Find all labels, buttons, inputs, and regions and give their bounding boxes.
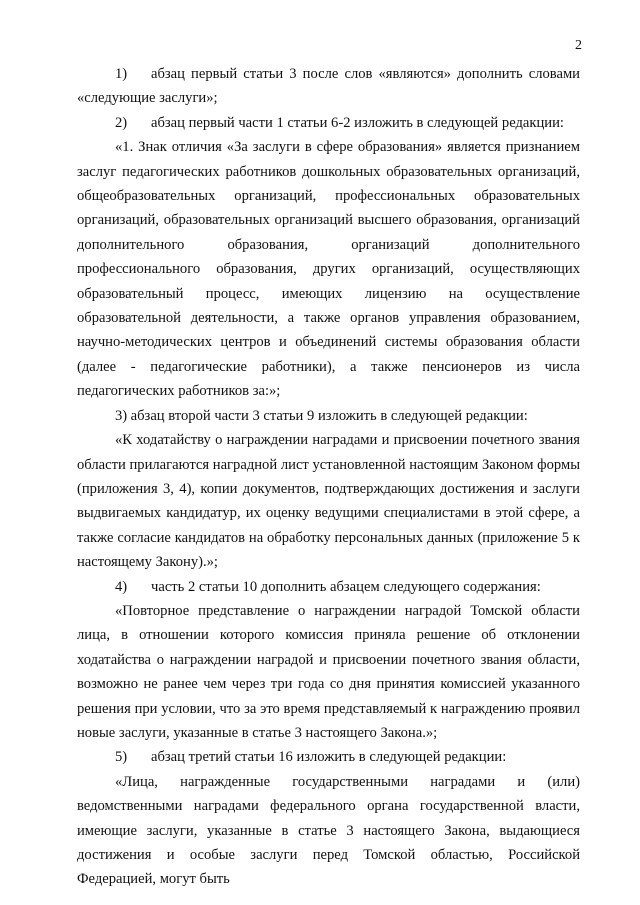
paragraph-quote-1 — [77, 135, 580, 403]
paragraph-text: часть 2 статьи 10 дополнить абзацем следующего содержания: — [151, 578, 541, 595]
item-number: 4) — [115, 578, 128, 595]
document-body — [77, 62, 580, 892]
paragraph-quote-3 — [77, 599, 580, 745]
paragraph-item-5 — [77, 745, 580, 769]
item-number: 3) — [115, 407, 128, 424]
page-number: 2 — [575, 38, 582, 53]
paragraph-text: абзац третий статьи 16 изложить в следующей редакции: — [151, 749, 507, 766]
paragraph-quote-2 — [77, 428, 580, 574]
paragraph-text: «Повторное представление о награждении наградой Томской области лица, в отношении которого комиссия приняла решение об отклонении ходатайства о награждении наградой и присвоении почетного звания области, возможно не ранее чем через три года со дня принятия комиссией указанного решения при условии, что за это время представляемый к награждению проявил новые заслуги, указанные в статье 3 настоящего Закона.»; — [77, 602, 580, 741]
paragraph-item-4 — [77, 575, 580, 599]
paragraph-text: абзац первый части 1 статьи 6-2 изложить в следующей редакции: — [151, 114, 564, 131]
paragraph-item-3 — [77, 404, 580, 428]
item-number: 2) — [115, 114, 128, 131]
paragraph-item-2 — [77, 111, 580, 135]
paragraph-text: «К ходатайству о награждении наградами и присвоении почетного звания области прилагаются наградной лист установленной настоящим Законом формы (приложения 3, 4), копии документов, подтверждающих достижения и заслуги выдвигаемых кандидатур, их оценку ведущими специалистами в этой сфере, а также согласие кандидатов на обработку персональных данных (приложение 5 к настоящему Закону).»; — [77, 432, 580, 571]
paragraph-quote-4 — [77, 770, 580, 892]
item-number: 1) — [115, 66, 128, 82]
item-number: 5) — [115, 749, 128, 766]
paragraph-item-1 — [77, 62, 580, 111]
paragraph-text: «1. Знак отличия «За заслуги в сфере образования» является признанием заслуг педагогических работников дошкольных образовательных организаций, общеобразовательных организаций, профессиональных образовательных организаций, образовательных организаций высшего образования, организаций дополнительного образования, организаций дополнительного профессионального образования, других организаций, осуществляющих образовательный процесс, имеющих лицензию на осуществление образовательной деятельности, а также органов управления образованием, научно-методических центров и объединений системы образования области (далее - педагогические работники), а также пенсионеров из числа педагогических работников за:»; — [77, 139, 580, 400]
paragraph-text: абзац первый статьи 3 после слов «являются» дополнить словами «следующие заслуги»; — [77, 66, 580, 107]
paragraph-text: «Лица, награжденные государственными наградами и (или) ведомственными наградами федерального органа государственной власти, имеющие заслуги, указанные в статье 3 настоящего Закона, выдающиеся достижения и особые заслуги перед Томской областью, Российской Федерацией, могут быть — [77, 773, 580, 888]
paragraph-text: абзац второй части 3 статьи 9 изложить в следующей редакции: — [130, 407, 528, 424]
